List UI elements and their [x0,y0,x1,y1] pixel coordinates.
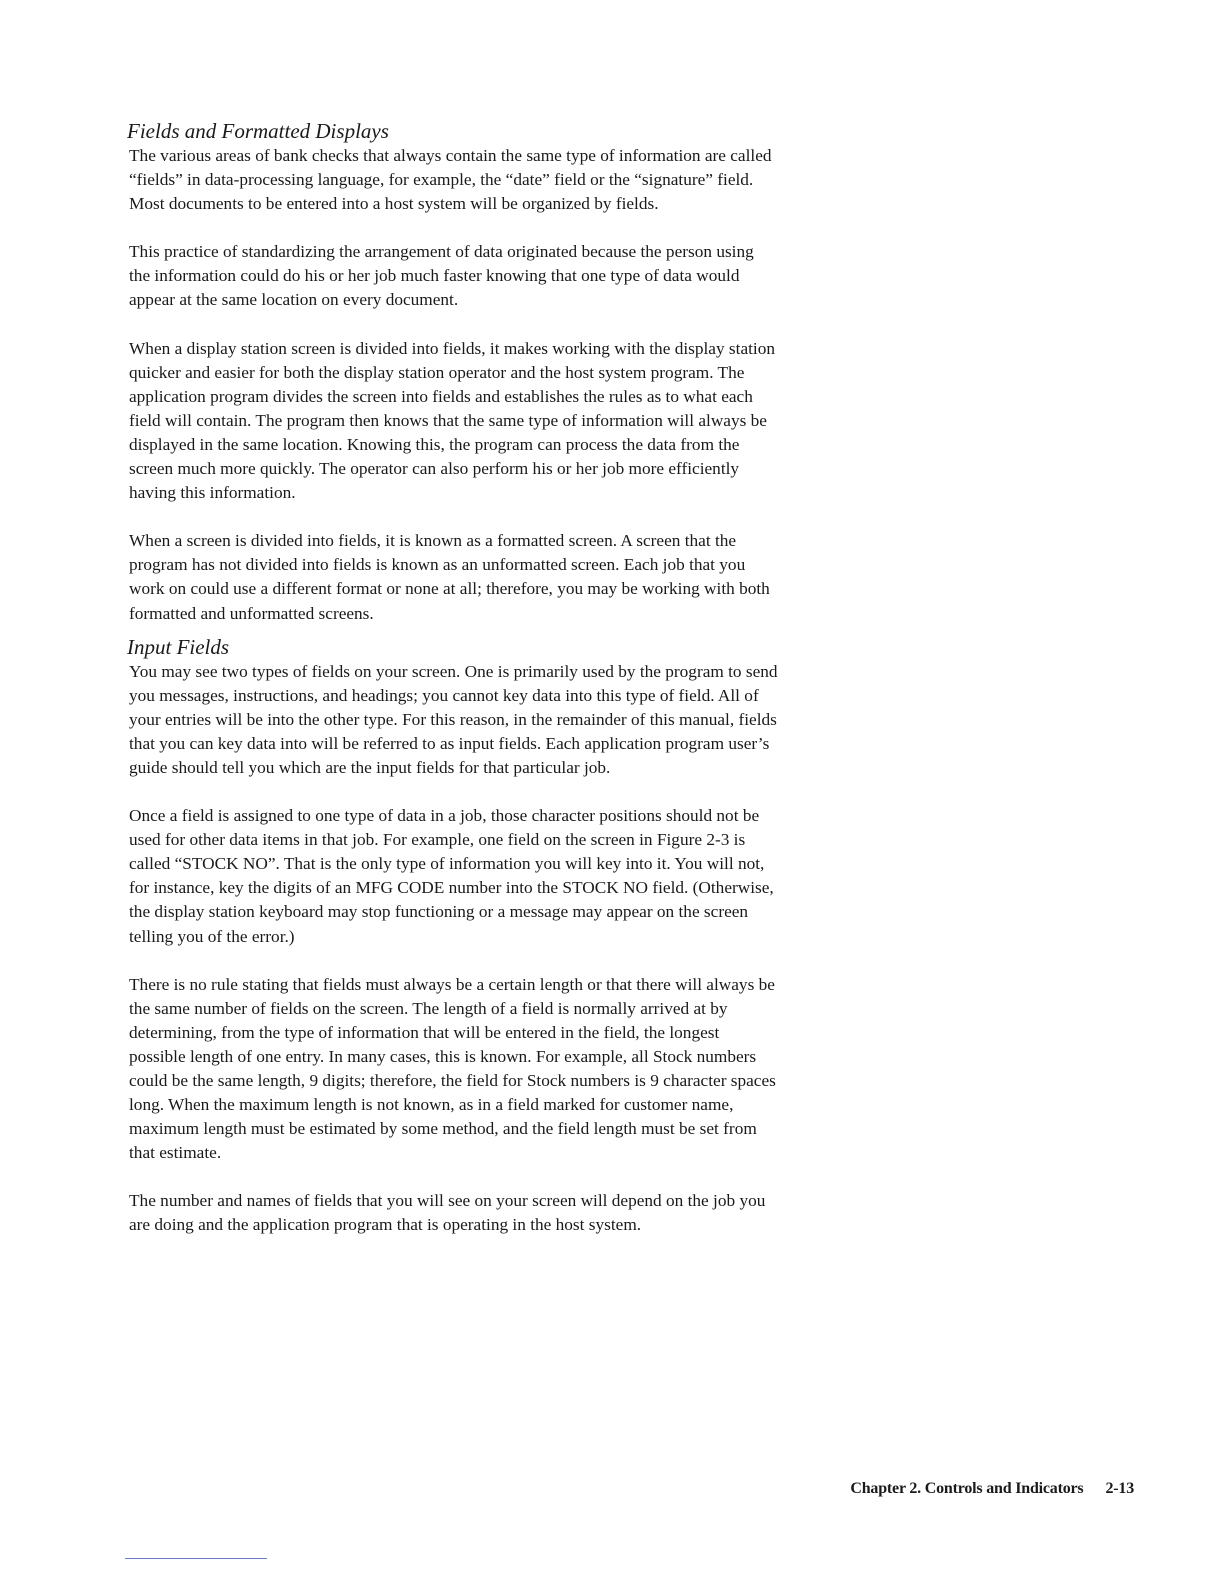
page-body [129,118,779,1238]
paragraph: When a screen is divided into fields, it is known as a formatted screen. A screen that the program has not divided into fields is known as an unformatted screen. Each job that you work on could use a different format or none at all; therefore, you may be working with both formatted and unformatted screens. [129,531,770,623]
page-footer [850,1480,1134,1498]
section-heading: Fields and Formatted Displays [127,119,389,143]
bottom-divider [125,1558,267,1559]
paragraph: This practice of standardizing the arrangement of data originated because the person using the information could do his or her job much faster knowing that one type of data would appear at the same location on every document. [129,242,754,310]
section-heading: Input Fields [127,634,230,659]
paragraph: When a display station screen is divided into fields, it makes working with the display station quicker and easier for both the display station operator and the host system program. The application program divides the screen into fields and establishes the rules as to what each field will contain. The program then knows that the same type of information will always be displayed in the same location. Knowing this, the program can process the data from the screen much more quickly. The operator can also perform his or her job more efficiently having this information. [129,338,776,503]
paragraph: The various areas of bank checks that always contain the same type of information are called “fields” in data-processing language, for example, the “date” field or the “signature” field. Most documents to be entered into a host system will be organized by fields. [129,146,772,214]
section-input-fields [129,634,779,1238]
footer-chapter-title: Chapter 2. Controls and Indicators [850,1480,1084,1497]
paragraph: There is no rule stating that fields must always be a certain length or that there will always be the same number of fields on the screen. The length of a field is normally arrived at by determining, from the type of information that will be entered in the field, the longest possible length of one entry. In many cases, this is known. For example, all Stock numbers could be the same length, 9 digits; therefore, the field for Stock numbers is 9 character spaces long. When the maximum length is not known, as in a field marked for customer name, maximum length must be estimated by some method, and the field length must be set from that estimate. [129,974,776,1163]
section-fields-and-formatted-displays [129,118,779,626]
page-number: 2-13 [1105,1480,1134,1497]
paragraph: The number and names of fields that you will see on your screen will depend on the job you are doing and the application program that is operating in the host system. [129,1191,766,1235]
paragraph: Once a field is assigned to one type of data in a job, those character positions should not be used for other data items in that job. For example, one field on the screen in Figure 2-3 is called “STOCK NO”. That is the only type of information you will key into it. You will not, for instance, key the digits of an MFG CODE number into the STOCK NO field. (Otherwise, the display station keyboard may stop functioning or a message may appear on the screen telling you of the error.) [129,806,774,946]
paragraph: You may see two types of fields on your screen. One is primarily used by the program to send you messages, instructions, and headings; you cannot key data into this type of field. All of your entries will be into the other type. For this reason, in the remainder of this manual, fields that you can key data into will be referred to as input fields. Each application program user’s guide should tell you which are the input fields for that particular job. [129,661,778,777]
